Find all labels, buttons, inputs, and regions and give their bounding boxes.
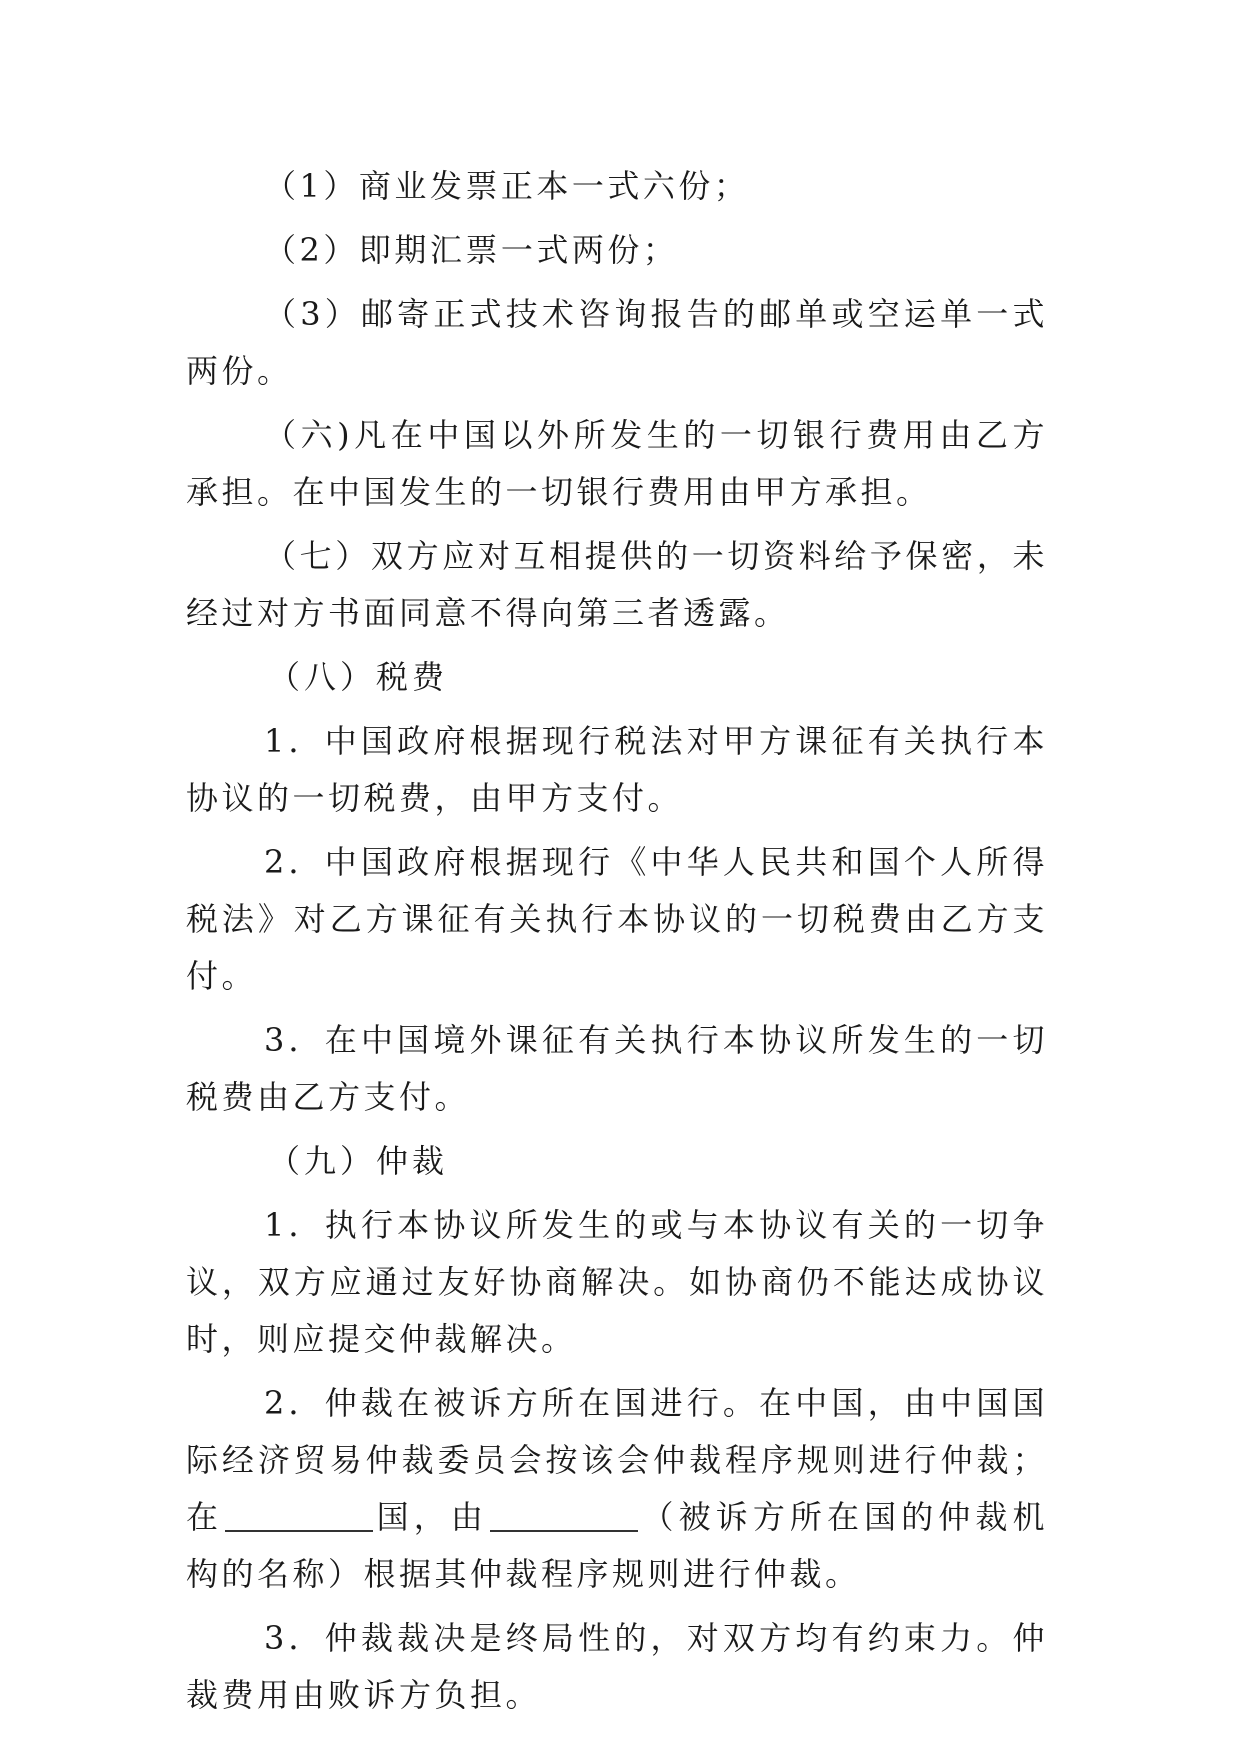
arbitration-venue-text-a: 2．仲裁在被诉方所在国进行。在中国，由中国国际经济贸易仲裁委员会按该会仲裁程序规则进行仲裁；在	[186, 1384, 1048, 1536]
paragraph-bank-charges: （六)凡在中国以外所发生的一切银行费用由乙方承担。在中国发生的一切银行费用由甲方承担。	[186, 416, 1048, 511]
country-blank-field	[225, 1500, 373, 1532]
arbitration-venue-text-c: （被诉方所在国的仲裁机构的名称）根据其仲裁程序规则进行仲裁。	[186, 1498, 1048, 1593]
paragraph-arbitration-venue	[186, 1375, 1048, 1603]
paragraph-arbitration-negotiation: 1．执行本协议所发生的或与本协议有关的一切争议，双方应通过友好协商解决。如协商仍不能达成协议时，则应提交仲裁解决。	[186, 1206, 1048, 1358]
paragraph-confidentiality: （七）双方应对互相提供的一切资料给予保密，未经过对方书面同意不得向第三者透露。	[186, 537, 1048, 632]
paragraph-arbitration-final: 3．仲裁裁决是终局性的，对双方均有约束力。仲裁费用由败诉方负担。	[186, 1619, 1048, 1714]
heading-arbitration: （九）仲裁	[268, 1142, 449, 1180]
paragraph-tax-overseas: 3．在中国境外课征有关执行本协议所发生的一切税费由乙方支付。	[186, 1021, 1048, 1116]
institution-blank-field	[490, 1500, 638, 1532]
paragraph-mail-receipt: （3）邮寄正式技术咨询报告的邮单或空运单一式两份。	[186, 295, 1048, 390]
arbitration-venue-text-b: 国，由	[375, 1498, 488, 1536]
paragraph-commercial-invoice: （1）商业发票正本一式六份；	[264, 167, 750, 205]
document-body	[186, 158, 1048, 1731]
paragraph-sight-draft: （2）即期汇票一式两份；	[264, 231, 679, 269]
paragraph-tax-party-a: 1．中国政府根据现行税法对甲方课征有关执行本协议的一切税费，由甲方支付。	[186, 722, 1048, 817]
paragraph-tax-party-b: 2．中国政府根据现行《中华人民共和国个人所得税法》对乙方课征有关执行本协议的一切税费由乙方支付。	[186, 843, 1048, 995]
heading-taxes: （八）税费	[268, 658, 449, 696]
